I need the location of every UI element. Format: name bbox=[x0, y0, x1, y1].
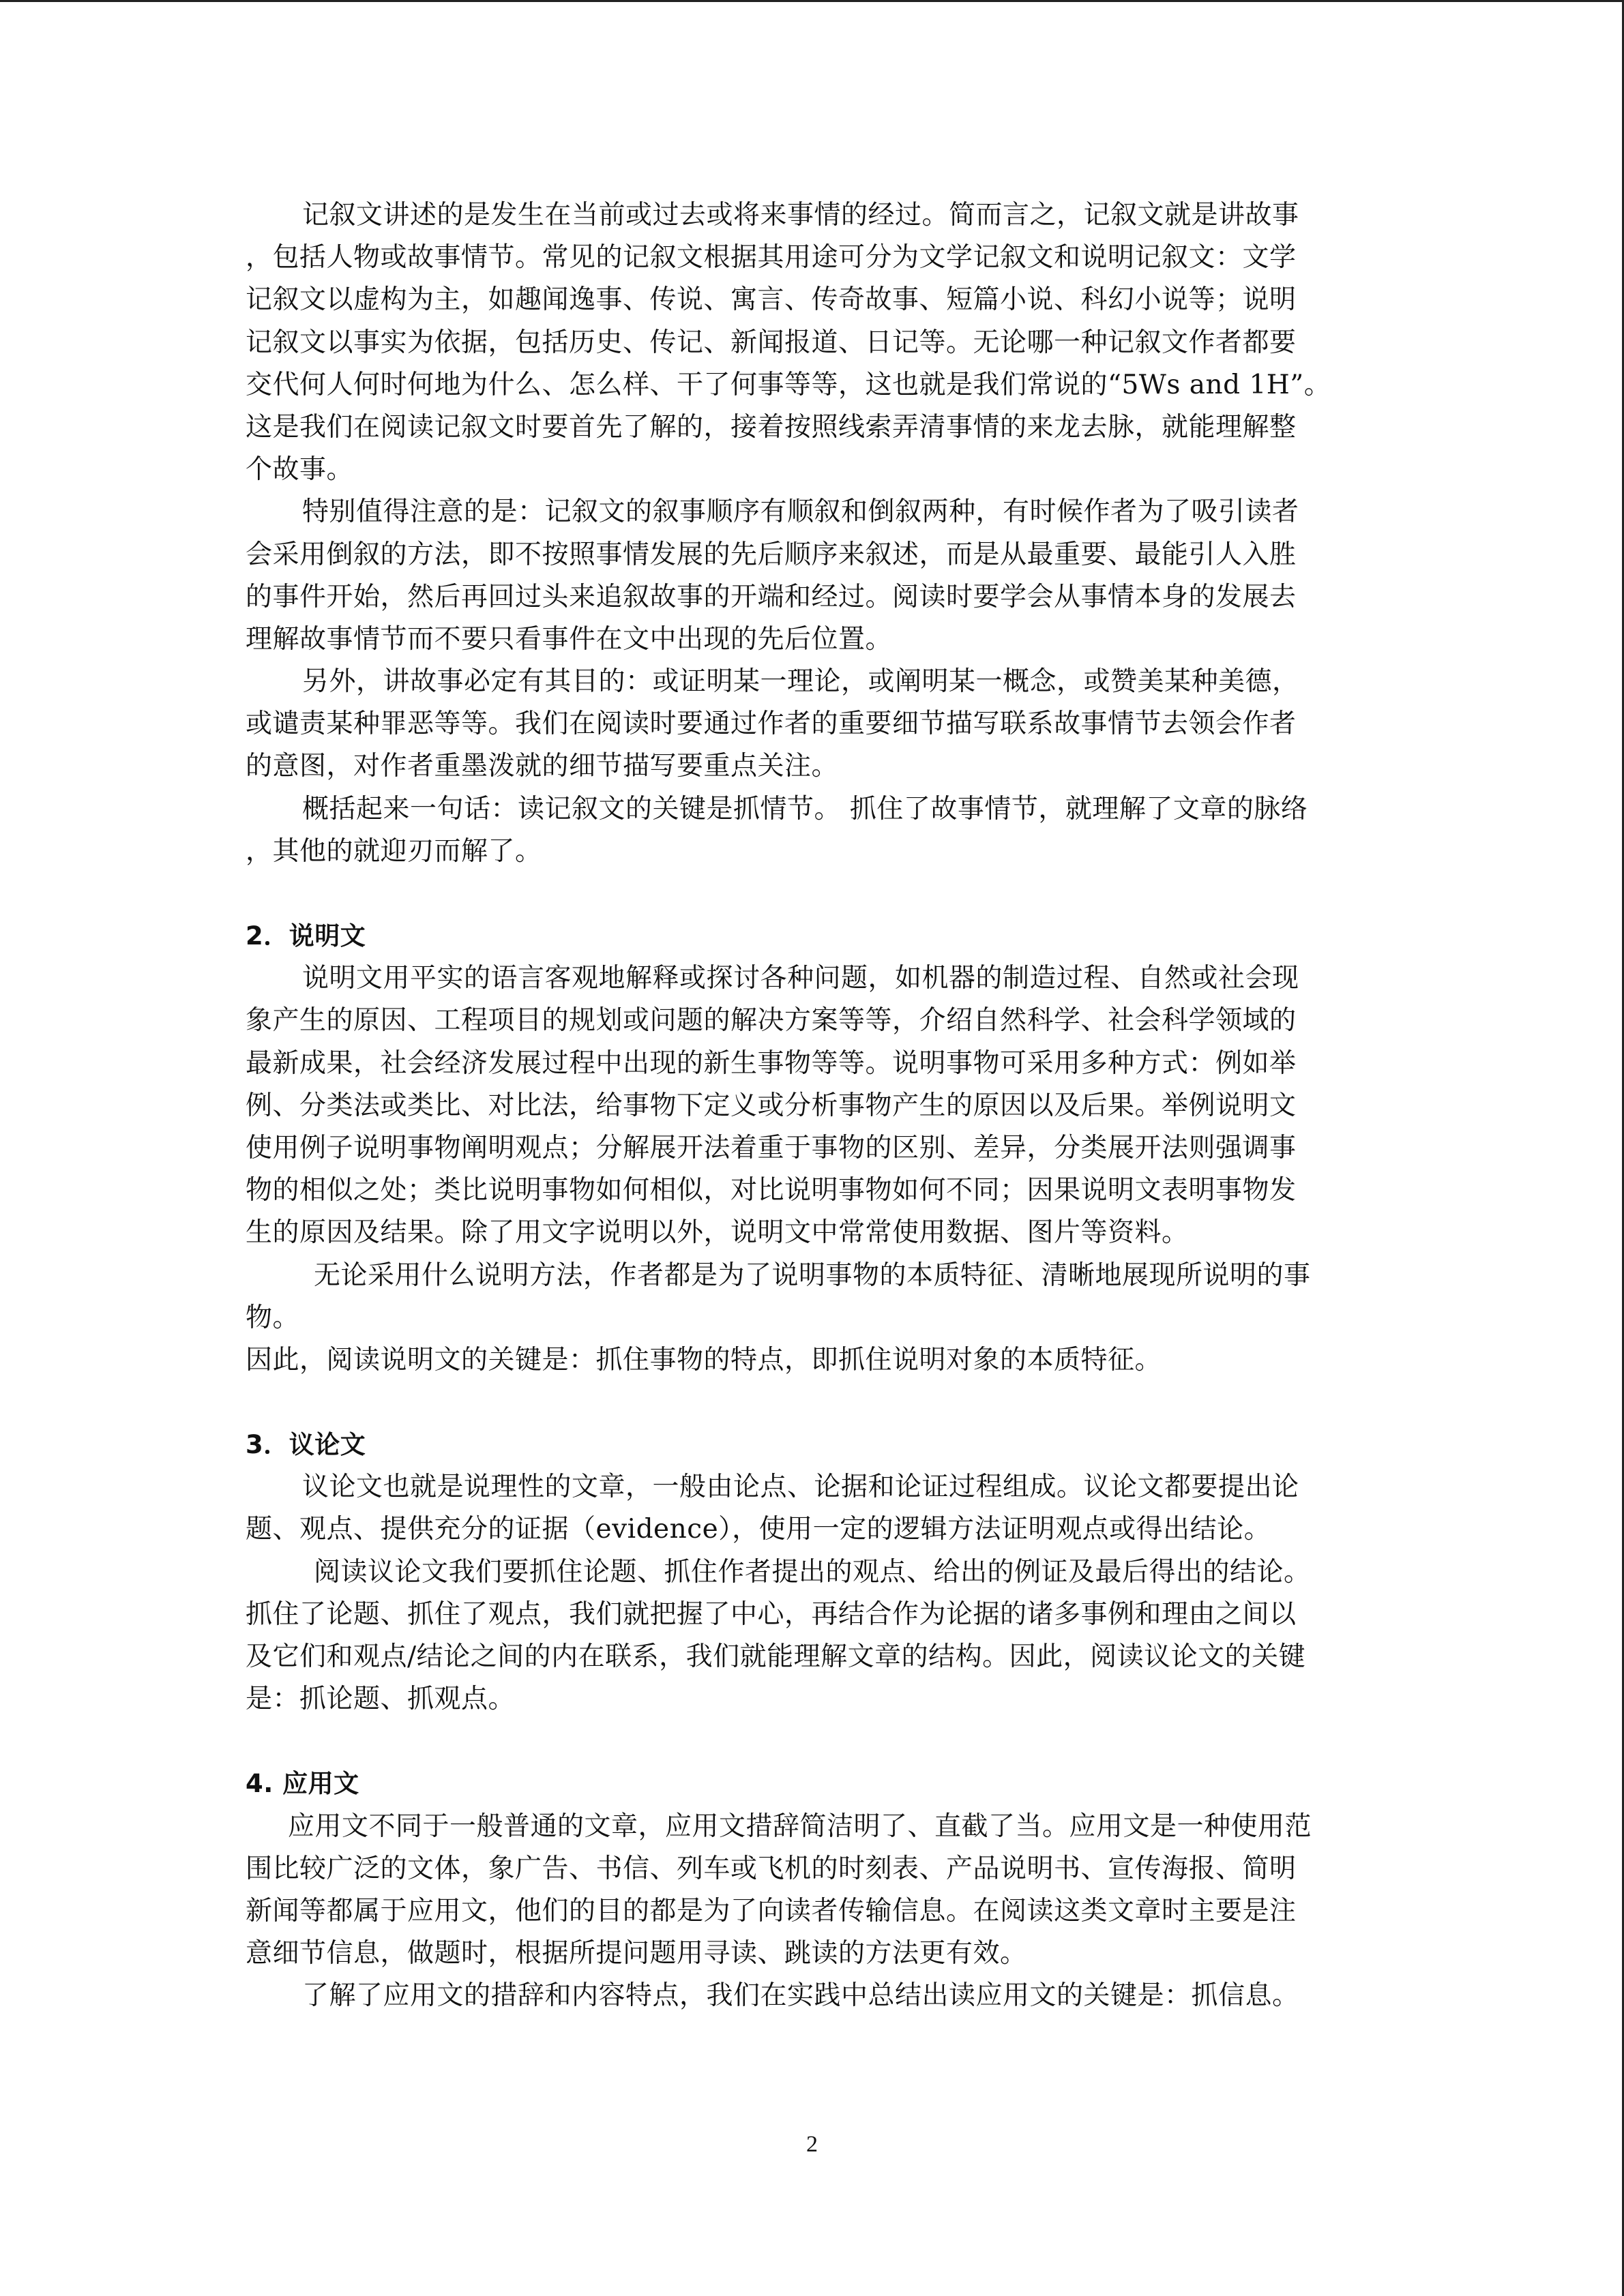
text-line: 概括起来一句话：读记叙文的关键是抓情节。 抓住了故事情节，就理解了文章的脉络 bbox=[302, 793, 1308, 824]
text-line: 或谴责某种罪恶等等。我们在阅读时要通过作者的重要细节描写联系故事情节去领会作者 bbox=[246, 709, 1297, 740]
text-line: 例、分类法或类比、对比法，给事物下定义或分析事物产生的原因以及后果。举例说明文 bbox=[246, 1090, 1297, 1121]
argumentative-paragraph-2 bbox=[246, 1551, 1381, 1721]
text-line: 物的相似之处；类比说明事物如何相似，对比说明事物如何不同；因果说明文表明事物发 bbox=[246, 1175, 1297, 1206]
expository-paragraph-2 bbox=[246, 1255, 1381, 1339]
text-line: 个故事。 bbox=[246, 454, 354, 486]
text-line: 生的原因及结果。除了用文字说明以外，说明文中常常使用数据、图片等资料。 bbox=[246, 1217, 1189, 1249]
text-line: 阅读议论文我们要抓住论题、抓住作者提出的观点、给出的例证及最后得出的结论。 bbox=[314, 1556, 1311, 1587]
section-gap bbox=[246, 1720, 1381, 1763]
text-line: 了解了应用文的措辞和内容特点，我们在实践中总结出读应用文的关键是：抓信息。 bbox=[302, 1980, 1299, 2012]
section-heading-expository: 2．说明文 bbox=[246, 921, 366, 951]
narrative-paragraph-4 bbox=[246, 788, 1381, 873]
text-line: 使用例子说明事物阐明观点；分解展开法着重于事物的区别、差异，分类展开法则强调事 bbox=[246, 1132, 1297, 1163]
text-line: 题、观点、提供充分的证据（evidence），使用一定的逻辑方法证明观点或得出结论。 bbox=[246, 1514, 1271, 1545]
text-line: 的意图，对作者重墨泼就的细节描写要重点关注。 bbox=[246, 751, 839, 782]
text-line: 会采用倒叙的方法，即不按照事情发展的先后顺序来叙述，而是从最重要、最能引人入胜 bbox=[246, 539, 1297, 570]
text-line: 记叙文以虚构为主，如趣闻逸事、传说、寓言、传奇故事、短篇小说、科幻小说等；说明 bbox=[246, 284, 1297, 316]
document-body bbox=[246, 194, 1381, 2018]
practical-paragraph-1 bbox=[246, 1806, 1381, 1976]
text-line: 象产生的原因、工程项目的规划或问题的解决方案等等，介绍自然科学、社会科学领域的 bbox=[246, 1005, 1297, 1037]
text-line: 抓住了论题、抓住了观点，我们就把握了中心，再结合作为论据的诸多事例和理由之间以 bbox=[246, 1598, 1297, 1630]
text-line: ，包括人物或故事情节。常见的记叙文根据其用途可分为文学记叙文和说明记叙文：文学 bbox=[246, 242, 1297, 273]
text-line: 及它们和观点/结论之间的内在联系，我们就能理解文章的结构。因此，阅读议论文的关键 bbox=[246, 1641, 1306, 1672]
section-gap bbox=[246, 1382, 1381, 1424]
practical-paragraph-2 bbox=[246, 1975, 1381, 2017]
section-gap bbox=[246, 873, 1381, 915]
text-line: 说明文用平实的语言客观地解释或探讨各种问题，如机器的制造过程、自然或社会现 bbox=[302, 963, 1299, 994]
text-line: 记叙文以事实为依据，包括历史、传记、新闻报道、日记等。无论哪一种记叙文作者都要 bbox=[246, 327, 1297, 358]
text-line: 理解故事情节而不要只看事件在文中出现的先后位置。 bbox=[246, 623, 893, 655]
text-line: 是：抓论题、抓观点。 bbox=[246, 1684, 516, 1715]
text-line: 的事件开始，然后再回过头来追叙故事的开端和经过。阅读时要学会从事情本身的发展去 bbox=[246, 581, 1297, 612]
page-number: 2 bbox=[806, 2132, 818, 2157]
narrative-paragraph-3 bbox=[246, 661, 1381, 788]
expository-paragraph-3 bbox=[246, 1339, 1381, 1382]
text-line: 无论采用什么说明方法，作者都是为了说明事物的本质特征、清晰地展现所说明的事 bbox=[314, 1259, 1311, 1291]
text-line: 应用文不同于一般普通的文章，应用文措辞简洁明了、直截了当。应用文是一种使用范 bbox=[288, 1810, 1312, 1842]
text-line: 新闻等都属于应用文，他们的目的都是为了向读者传输信息。在阅读这类文章时主要是注 bbox=[246, 1895, 1297, 1926]
expository-paragraph-1 bbox=[246, 957, 1381, 1254]
section-heading-practical: 4. 应用文 bbox=[246, 1769, 359, 1799]
section-heading-argumentative: 3．议论文 bbox=[246, 1430, 366, 1460]
text-line: 最新成果，社会经济发展过程中出现的新生事物等等。说明事物可采用多种方式：例如举 bbox=[246, 1047, 1297, 1079]
narrative-paragraph-2 bbox=[246, 491, 1381, 661]
text-line: 交代何人何时何地为什么、怎么样、干了何事等等，这也就是我们常说的“5Ws and 1H”。 bbox=[246, 369, 1331, 400]
text-line: 记叙文讲述的是发生在当前或过去或将来事情的经过。简而言之，记叙文就是讲故事 bbox=[302, 200, 1299, 230]
text-line: 特别值得注意的是：记叙文的叙事顺序有顺叙和倒叙两种，有时候作者为了吸引读者 bbox=[302, 496, 1299, 528]
narrative-paragraph-1 bbox=[246, 194, 1381, 491]
text-line: 另外，讲故事必定有其目的：或证明某一理论，或阐明某一概念，或赞美某种美德， bbox=[302, 666, 1299, 698]
text-line: 意细节信息，做题时，根据所提问题用寻读、跳读的方法更有效。 bbox=[246, 1938, 1027, 1969]
text-line: 物。 bbox=[246, 1302, 300, 1333]
text-line: 这是我们在阅读记叙文时要首先了解的，接着按照线索弄清事情的来龙去脉，就能理解整 bbox=[246, 411, 1297, 443]
text-line: 因此，阅读说明文的关键是：抓住事物的特点，即抓住说明对象的本质特征。 bbox=[246, 1344, 1162, 1375]
argumentative-paragraph-1 bbox=[246, 1466, 1381, 1551]
page-top-border bbox=[0, 0, 1624, 2]
text-line: 围比较广泛的文体，象广告、书信、列车或飞机的时刻表、产品说明书、宣传海报、简明 bbox=[246, 1853, 1297, 1884]
text-line: 议论文也就是说理性的文章，一般由论点、论据和论证过程组成。议论文都要提出论 bbox=[302, 1472, 1299, 1503]
text-line: ，其他的就迎刃而解了。 bbox=[246, 835, 542, 867]
